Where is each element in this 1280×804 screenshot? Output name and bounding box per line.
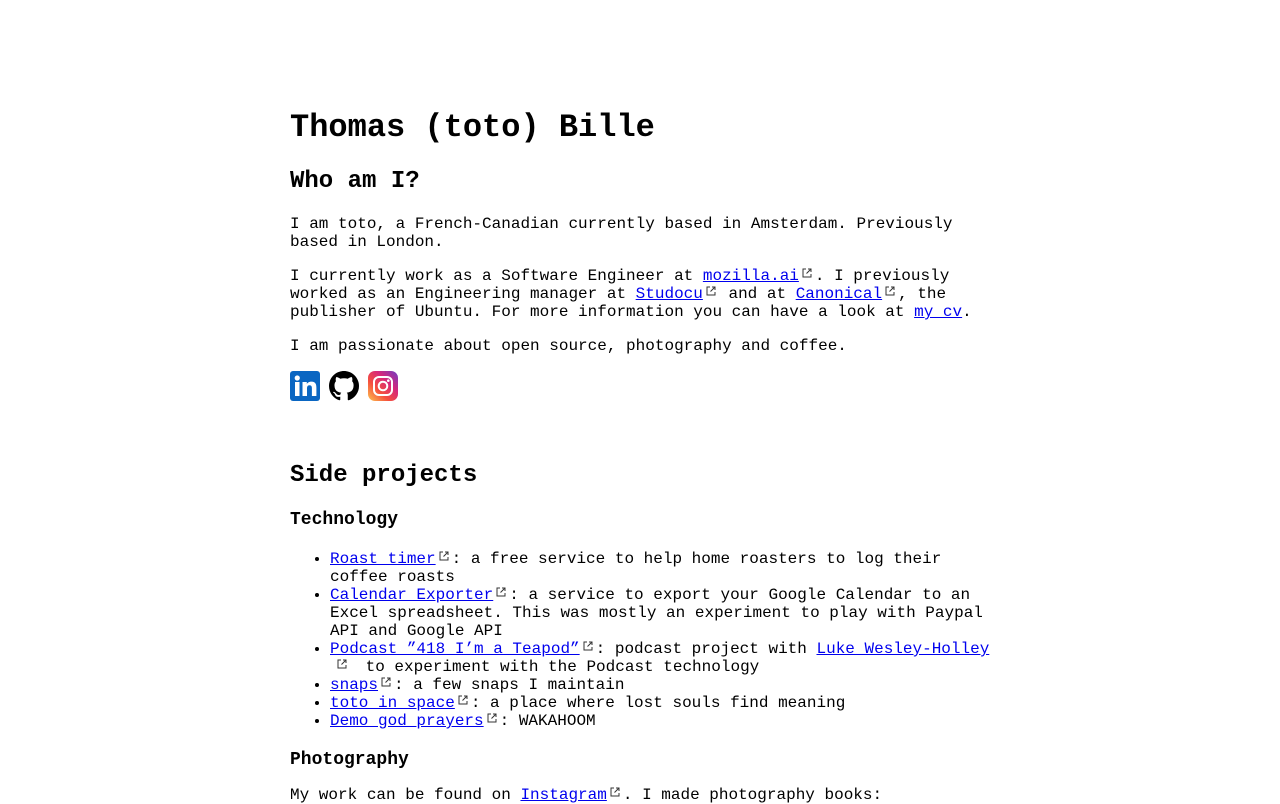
instagram-text-link[interactable]: Instagram (520, 786, 607, 804)
podcast-link[interactable]: Podcast ”418 I’m a Teapod” (330, 640, 580, 658)
external-link-icon (884, 285, 898, 299)
list-item-text: : a place where lost souls find meaning (470, 694, 846, 712)
list-item-text: to experiment with the Podcast technology (356, 658, 760, 676)
about-p2-text-b: . I previously worked as an Engineering manager at (290, 267, 950, 303)
external-link-icon (495, 586, 509, 600)
page-title: Thomas (toto) Bille (290, 109, 655, 146)
technology-list (290, 550, 992, 730)
list-item (330, 676, 992, 694)
external-link-icon (609, 786, 623, 800)
list-item (330, 640, 992, 676)
list-item (330, 586, 992, 640)
list-item-text: : a free service to help home roasters to log their coffee roasts (330, 550, 942, 586)
about-paragraph-2 (290, 267, 992, 321)
snaps-link[interactable]: snaps (330, 676, 379, 694)
list-item (330, 550, 992, 586)
photography-paragraph (290, 786, 992, 804)
side-projects-heading: Side projects (290, 462, 478, 489)
about-p2-text-c: and at (718, 285, 796, 303)
external-link-icon (582, 640, 596, 654)
instagram-icon (368, 371, 398, 401)
studocu-link[interactable]: Studocu (635, 285, 703, 303)
photography-text-a: My work can be found on (290, 786, 521, 804)
instagram-link[interactable] (368, 371, 398, 401)
roast-timer-link[interactable]: Roast timer (330, 550, 436, 568)
photography-heading: Photography (290, 750, 409, 770)
linkedin-icon (290, 371, 320, 401)
github-icon (329, 371, 359, 401)
list-item-text: : WAKAHOOM (499, 712, 596, 730)
list-item (330, 694, 992, 712)
about-p2-text-e: . (962, 303, 972, 321)
external-link-icon (380, 676, 394, 690)
calendar-exporter-link[interactable]: Calendar Exporter (330, 586, 494, 604)
demo-god-prayers-link[interactable]: Demo god prayers (330, 712, 484, 730)
cv-link[interactable]: my cv (914, 303, 963, 321)
external-link-icon (801, 267, 815, 281)
linkedin-link[interactable] (290, 371, 320, 401)
external-link-icon (457, 694, 471, 708)
toto-in-space-link[interactable]: toto in space (330, 694, 455, 712)
mozilla-link[interactable]: mozilla.ai (702, 267, 799, 285)
social-links (290, 370, 398, 402)
technology-heading: Technology (290, 510, 399, 530)
luke-wesley-holley-link[interactable]: Luke Wesley-Holley (816, 640, 990, 658)
about-p2-text-a: I currently work as a Software Engineer at (290, 267, 703, 285)
github-link[interactable] (329, 371, 359, 401)
list-item (330, 712, 992, 730)
about-heading: Who am I? (290, 168, 420, 195)
external-link-icon (486, 712, 500, 726)
about-paragraph-3: I am passionate about open source, photography and coffee. (290, 337, 847, 355)
about-p2-text-d: , the publisher of Ubuntu. For more information you can have a look at (290, 285, 947, 321)
list-item-text: : a service to export your Google Calendar to an Excel spreadsheet. This was mostly an experiment to play with Paypal API and Google API (330, 586, 983, 640)
external-link-icon (336, 658, 350, 672)
list-item-text: : podcast project with (595, 640, 817, 658)
photography-text-b: . I made photography books: (622, 786, 883, 804)
canonical-link[interactable]: Canonical (795, 285, 883, 303)
list-item-text: : a few snaps I maintain (394, 676, 625, 694)
about-paragraph-1: I am toto, a French-Canadian currently based in Amsterdam. Previously based in London. (290, 215, 953, 251)
external-link-icon (438, 550, 452, 564)
external-link-icon (705, 285, 719, 299)
